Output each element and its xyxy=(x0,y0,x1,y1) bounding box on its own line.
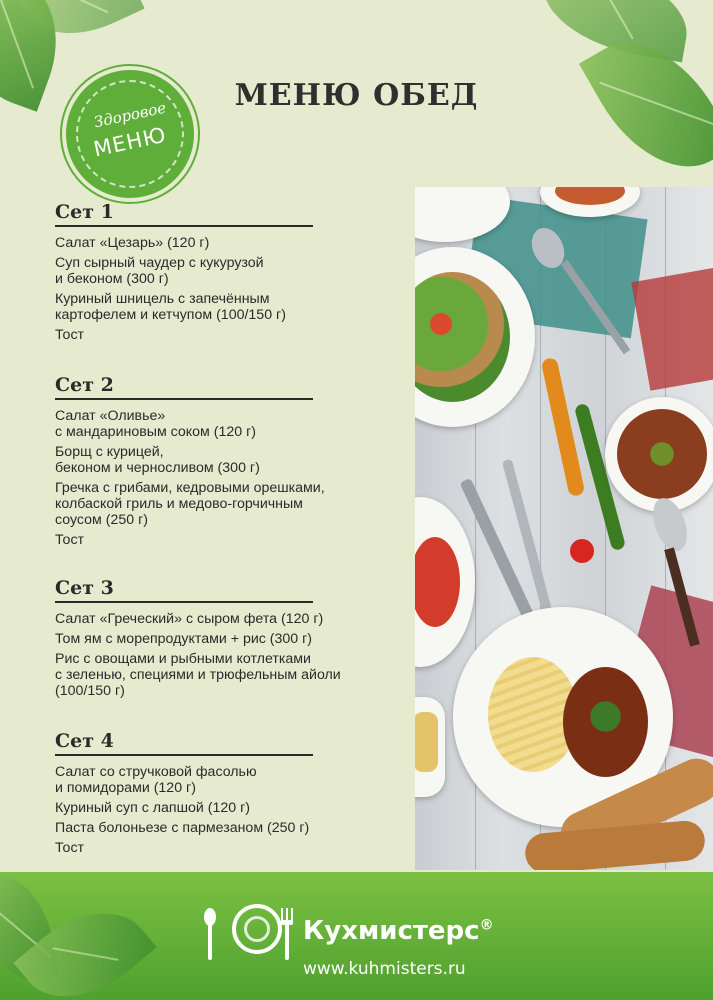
menu-item: Салат «Оливье» с мандариновым соком (120 г) xyxy=(55,408,256,440)
soup xyxy=(555,187,625,205)
brand-name-text: Кухмистерс xyxy=(303,916,480,946)
website-url[interactable]: www.kuhmisters.ru xyxy=(303,959,466,979)
jar-content xyxy=(415,712,438,772)
menu-item: Суп сырный чаудер с кукурузой и беконом (300 г) xyxy=(55,255,264,287)
menu-set-1 xyxy=(55,201,405,347)
set-items xyxy=(55,764,405,856)
registered-mark: ® xyxy=(479,917,494,934)
menu-item: Тост xyxy=(55,532,85,548)
set-title: Сет 2 xyxy=(55,374,313,400)
badge-line1: Здоровое xyxy=(92,98,168,132)
menu-item: Рис с овощами и рыбными котлетками с зеленью, специями и трюфельным айоли (100/150 г) xyxy=(55,651,341,699)
menu-item: Том ям с морепродуктами + рис (300 г) xyxy=(55,631,313,647)
meat-stew xyxy=(563,667,648,777)
set-items xyxy=(55,611,405,699)
brand-name xyxy=(303,916,494,946)
menu-item: Куриный шницель с запечённым картофелем и кетчупом (100/150 г) xyxy=(55,291,286,323)
menu-item: Салат «Греческий» с сыром фета (120 г) xyxy=(55,611,324,627)
soup-bowl xyxy=(605,397,713,512)
set-title: Сет 4 xyxy=(55,730,313,756)
set-title: Сет 1 xyxy=(55,201,313,227)
menu-item: Борщ с курицей, беконом и черносливом (300 г) xyxy=(55,444,260,476)
menu-set-2 xyxy=(55,374,405,552)
menu-item: Салат со стручковой фасолью и помидорами (120 г) xyxy=(55,764,257,796)
menu-item: Гречка с грибами, кедровыми орешками, колбаской гриль и медово-горчичным соусом (250 г) xyxy=(55,480,325,528)
healthy-menu-badge xyxy=(66,70,194,198)
fork-icon xyxy=(280,908,294,960)
menu-item: Тост xyxy=(55,840,85,856)
brand-logo-icon xyxy=(232,904,282,954)
bread xyxy=(524,819,707,870)
side-jar xyxy=(415,697,445,797)
spoon-icon xyxy=(203,908,217,960)
tomato xyxy=(570,539,594,563)
red-napkin xyxy=(631,263,713,390)
plate xyxy=(415,497,475,667)
set-items xyxy=(55,408,405,548)
menu-item: Куриный суп с лапшой (120 г) xyxy=(55,800,250,816)
badge-line2: МЕНЮ xyxy=(91,122,169,162)
menu-set-4 xyxy=(55,730,405,860)
menu-item: Тост xyxy=(55,327,85,343)
menu-item: Салат «Цезарь» (120 г) xyxy=(55,235,210,251)
salad xyxy=(415,272,510,402)
soup xyxy=(617,409,707,499)
menu-set-3 xyxy=(55,577,405,703)
tomatoes xyxy=(415,537,460,627)
menu-item: Паста болоньезе с пармезаном (250 г) xyxy=(55,820,310,836)
set-title: Сет 3 xyxy=(55,577,313,603)
food-photo xyxy=(415,187,713,870)
set-items xyxy=(55,235,405,343)
page-title: МЕНЮ ОБЕД xyxy=(234,78,479,114)
